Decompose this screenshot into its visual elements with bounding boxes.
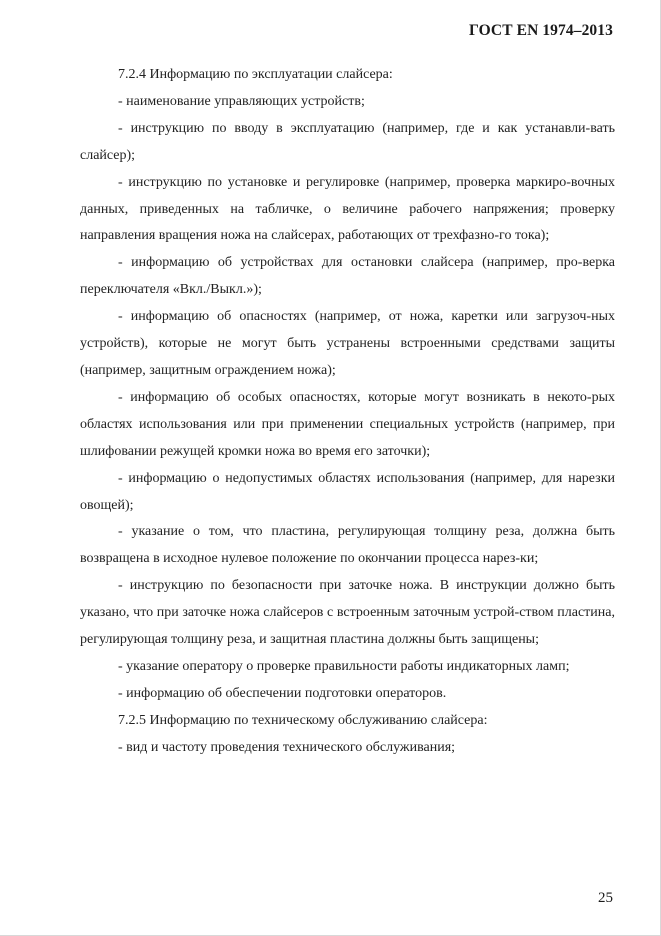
list-item: - наименование управляющих устройств; xyxy=(118,93,365,109)
list-item: - инструкцию по установке и регулировке (например, проверка маркиро-вочных данных, приведенных на табличке, о величине рабочего напряжения; проверку направления вращения ножа на слайсерах, работающих от трехфазно-го тока); xyxy=(80,174,615,244)
list-item: - инструкцию по вводу в эксплуатацию (например, где и как устанавли-вать слайсер); xyxy=(80,120,615,163)
list-item: - информацию об опасностях (например, от ножа, каретки или загрузоч-ных устройств), которые не могут быть устранены встроенными средствами защиты (например, защитным ограждением ножа); xyxy=(80,309,615,378)
list-item: - информацию о недопустимых областях использования (например, для нарезки овощей); xyxy=(80,470,615,513)
document-header: ГОСТ EN 1974–2013 xyxy=(469,22,613,39)
list-item: - инструкцию по безопасности при заточке ножа. В инструкции должно быть указано, что при заточке ножа слайсеров с встроенным заточным устрой-ством пластина, регулирующая толщину реза, и защитная пластина должны быть защищены; xyxy=(80,578,615,648)
paragraph-7-2-4-heading: 7.2.4 Информацию по эксплуатации слайсера: xyxy=(118,67,393,82)
list-item: - указание оператору о проверке правильности работы индикаторных ламп; xyxy=(118,658,570,674)
list-item: - информацию об обеспечении подготовки операторов. xyxy=(118,685,447,701)
list-item: - указание о том, что пластина, регулирующая толщину реза, должна быть возвращена в исходное нулевое положение по окончании процесса нарез-ки; xyxy=(80,524,615,567)
page-number: 25 xyxy=(598,890,613,906)
list-item: - информацию об устройствах для остановки слайсера (например, про-верка переключателя «Вкл./Выкл.»); xyxy=(80,255,615,298)
document-body xyxy=(80,62,615,762)
list-item: - вид и частоту проведения технического обслуживания; xyxy=(118,739,456,755)
paragraph-7-2-5-heading: 7.2.5 Информацию по техническому обслуживанию слайсера: xyxy=(118,712,488,728)
list-item: - информацию об особых опасностях, которые могут возникать в некото-рых областях использования или при применении специальных устройств (например, при шлифовании режущей кромки ножа во время его заточки); xyxy=(80,389,615,459)
